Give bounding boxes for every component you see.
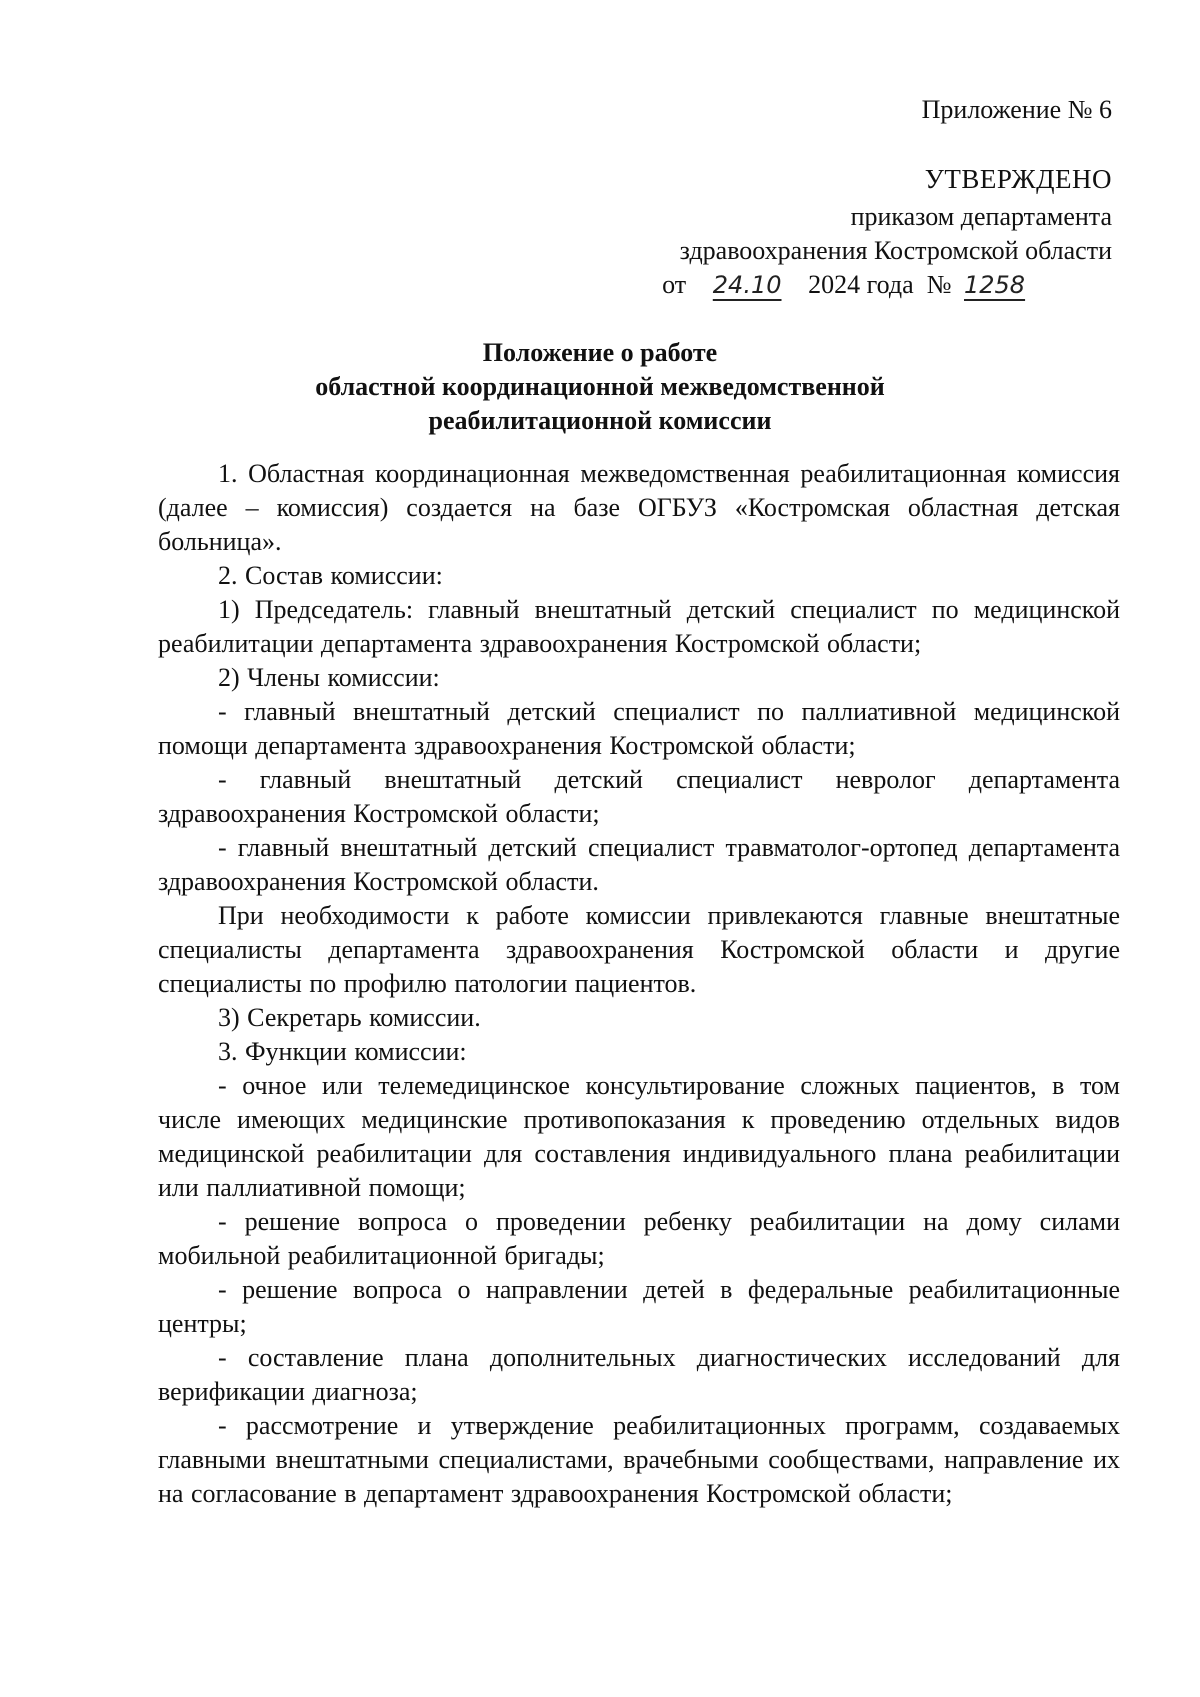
order-date-line [662, 268, 1112, 302]
approved-line-1: приказом департамента [850, 202, 1112, 231]
document-title [150, 336, 1050, 438]
approved-title: УТВЕРЖДЕНО [924, 164, 1112, 194]
paragraph: - составление плана дополнительных диагностических исследований для верификации диагноза; [158, 1343, 1120, 1406]
paragraph: - решение вопроса о проведении ребенку реабилитации на дому силами мобильной реабилитационной бригады; [158, 1207, 1120, 1270]
title-line-2: областной координационной межведомственной [315, 372, 885, 401]
paragraph: 3. Функции комиссии: [218, 1037, 467, 1066]
paragraph: - решение вопроса о направлении детей в федеральные реабилитационные центры; [158, 1275, 1120, 1338]
document-body [158, 457, 1120, 1511]
paragraph: 2) Члены комиссии: [218, 663, 440, 692]
paragraph: - очное или телемедицинское консультирование сложных пациентов, в том числе имеющих медицинские противопоказания к проведению отдельных видов медицинской реабилитации для составления индивидуального плана реабилитации или паллиативной помощи; [158, 1071, 1120, 1202]
paragraph: 1) Председатель: главный внештатный детский специалист по медицинской реабилитации департамента здравоохранения Костромской области; [158, 595, 1120, 658]
paragraph: - главный внештатный детский специалист по паллиативной медицинской помощи департамента здравоохранения Костромской области; [158, 697, 1120, 760]
title-line-1: Положение о работе [482, 338, 718, 367]
paragraph: При необходимости к работе комиссии привлекаются главные внештатные специалисты департамента здравоохранения Костромской области и другие специалисты по профилю патологии пациентов. [158, 901, 1120, 998]
order-year: 2024 года [808, 270, 914, 299]
paragraph: - главный внештатный детский специалист травматолог-ортопед департамента здравоохранения Костромской области. [158, 833, 1120, 896]
paragraph: - рассмотрение и утверждение реабилитационных программ, создаваемых главными внештатными специалистами, врачебными сообществами, направление их на согласование в департамент здравоохранения Костромской области; [158, 1411, 1120, 1508]
number-sign: № [926, 270, 952, 299]
paragraph: 3) Секретарь комиссии. [218, 1003, 481, 1032]
approved-line-2: здравоохранения Костромской области [679, 236, 1112, 265]
paragraph: 1. Областная координационная межведомственная реабилитационная комиссия (далее – комиссия) создается на базе ОГБУЗ «Костромская областная детская больница». [158, 459, 1120, 556]
paragraph: 2. Состав комиссии: [218, 561, 443, 590]
approval-block [662, 162, 1112, 302]
paragraph: - главный внештатный детский специалист невролог департамента здравоохранения Костромской области; [158, 765, 1120, 828]
date-prefix: от [662, 270, 687, 299]
handwritten-order-number: 1258 [964, 271, 1026, 299]
handwritten-date: 24.10 [712, 271, 782, 299]
title-line-3: реабилитационной комиссии [428, 406, 772, 435]
appendix-label: Приложение № 6 [921, 95, 1112, 124]
